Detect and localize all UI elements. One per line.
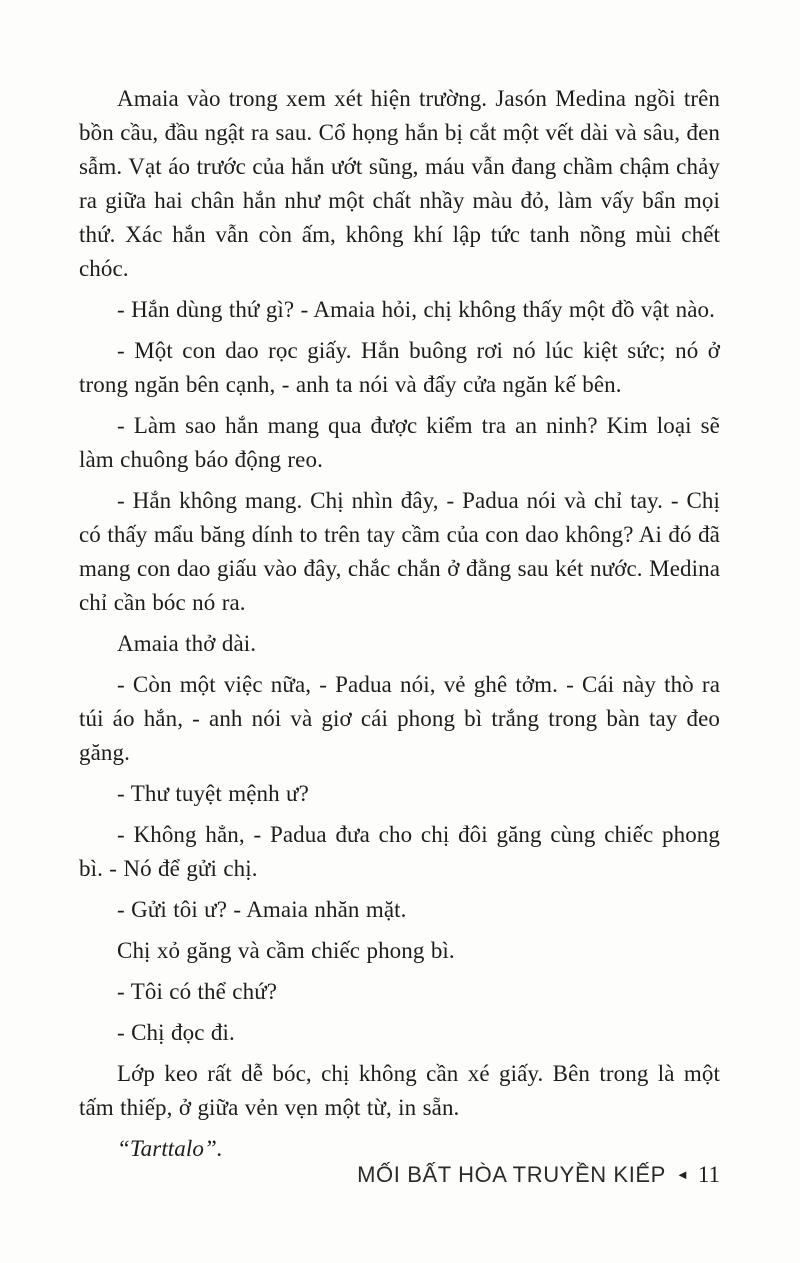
paragraph: Amaia thở dài.	[117, 631, 257, 656]
paragraph: - Còn một việc nữa, - Padua nói, vẻ ghê tởm. - Cái này thò ra túi áo hắn, - anh nói và giơ cái phong bì trắng trong bàn tay đeo găng.	[79, 672, 720, 765]
paragraph: Chị xỏ găng và cầm chiếc phong bì.	[117, 938, 455, 963]
paragraph: Lớp keo rất dễ bóc, chị không cần xé giấy. Bên trong là một tấm thiếp, ở giữa vẻn vẹn một từ, in sẵn.	[79, 1061, 720, 1120]
page-text	[79, 82, 720, 1173]
paragraph: - Hắn dùng thứ gì? - Amaia hỏi, chị không thấy một đồ vật nào.	[117, 297, 716, 322]
page-footer	[357, 1162, 720, 1188]
left-triangle-icon: ◄	[675, 1167, 689, 1182]
paragraph-printed-word: “Tarttalo”.	[117, 1136, 223, 1161]
page-number: 11	[697, 1162, 720, 1187]
paragraph: - Chị đọc đi.	[117, 1020, 235, 1045]
paragraph: - Làm sao hắn mang qua được kiểm tra an ninh? Kim loại sẽ làm chuông báo động reo.	[79, 413, 720, 472]
paragraph: - Thư tuyệt mệnh ư?	[117, 781, 309, 806]
paragraph: Amaia vào trong xem xét hiện trường. Jasón Medina ngồi trên bồn cầu, đầu ngật ra sau. Cổ họng hắn bị cắt một vết dài và sâu, đen sẫm. Vạt áo trước của hắn ướt sũng, máu vẫn đang chầm chậm chảy ra giữa hai chân hắn như một chất nhầy màu đỏ, làm vấy bẩn mọi thứ. Xác hắn vẫn còn ấm, không khí lập tức tanh nồng mùi chết chóc.	[79, 86, 720, 281]
paragraph: - Hắn không mang. Chị nhìn đây, - Padua nói và chỉ tay. - Chị có thấy mẩu băng dính to trên tay cầm của con dao không? Ai đó đã mang con dao giấu vào đây, chắc chắn ở đằng sau két nước. Medina chỉ cần bóc nó ra.	[79, 488, 720, 615]
running-title: MỐI BẤT HÒA TRUYỀN KIẾP	[357, 1162, 666, 1187]
paragraph: - Không hẳn, - Padua đưa cho chị đôi găng cùng chiếc phong bì. - Nó để gửi chị.	[79, 822, 720, 881]
paragraph: - Một con dao rọc giấy. Hắn buông rơi nó lúc kiệt sức; nó ở trong ngăn bên cạnh, - anh ta nói và đẩy cửa ngăn kế bên.	[79, 338, 720, 397]
paragraph: - Gửi tôi ư? - Amaia nhăn mặt.	[117, 897, 407, 922]
paragraph: - Tôi có thể chứ?	[117, 979, 278, 1004]
